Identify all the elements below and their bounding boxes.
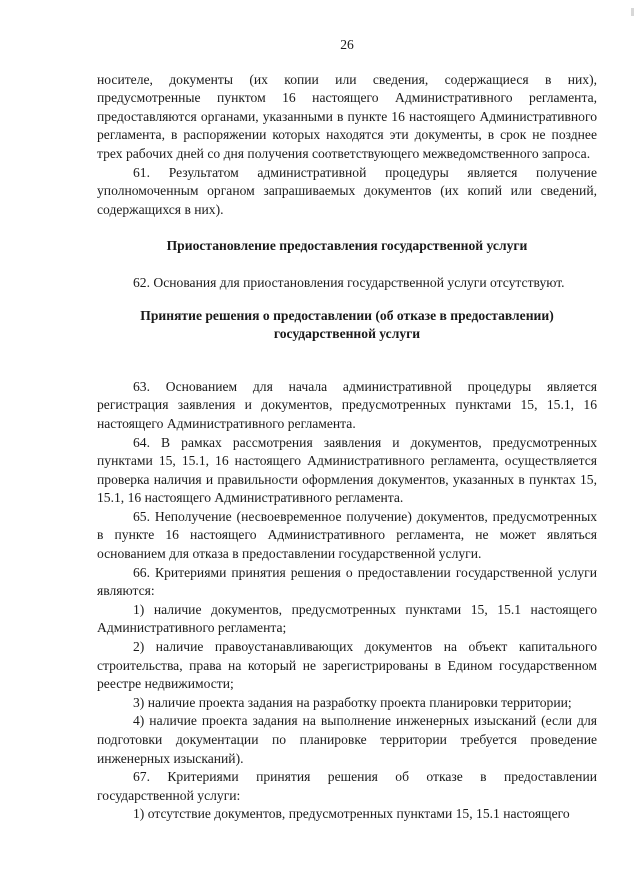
paragraph-66: 66. Критериями принятия решения о предоставлении государственной услуги являются: — [97, 564, 597, 599]
section-heading-decision: Принятие решения о предоставлении (об отказе в предоставлении) государственной услуги — [140, 307, 554, 342]
paragraph-67: 67. Критериями принятия решения об отказе в предоставлении государственной услуги: — [97, 769, 597, 803]
list-item-66-1: 1) наличие документов, предусмотренных пунктами 15, 15.1 настоящего Административного регламента; — [97, 601, 597, 636]
paragraph-63: 63. Основанием для начала административной процедуры является регистрация заявления и документов, предусмотренных пунктами 15, 15.1, 16 настоящего Административного регламента. — [97, 378, 597, 431]
list-item-67-1: 1) отсутствие документов, предусмотренных пунктами 15, 15.1 настоящего — [133, 806, 570, 822]
list-item-66-3: 3) наличие проекта задания на разработку проекта планировки территории; — [133, 694, 572, 710]
list-item-66-2: 2) наличие правоустанавливающих документов на объект капитального строительства, права на который не зарегистрированы в Едином государственном реестре недвижимости; — [97, 639, 597, 692]
page-number: 26 — [340, 37, 354, 52]
paragraph-64: 64. В рамках рассмотрения заявления и документов, предусмотренных пунктами 15, 15.1, 16 настоящего Административного регламента, осуществляется проверка наличия и правильности оформления документов, указанных в пунктах 15, 15.1, 16 настоящего Административного регламента. — [97, 434, 597, 506]
paragraph-60-continuation: носителе, документы (их копии или сведения, содержащиеся в них), предусмотренные пунктом 16 настоящего Административного регламента, предоставляются органами, указанными в пункте 16 настоящего Административного регламента, в распоряжении которых находятся эти документы, в срок не позднее трех рабочих дней со дня получения соответствующего межведомственного запроса. — [97, 71, 597, 161]
paragraph-61: 61. Результатом административной процедуры является получение уполномоченным органом запрашиваемых документов (их копий или сведений, содержащихся в них). — [97, 164, 597, 217]
paragraph-65: 65. Неполучение (несвоевременное получение) документов, предусмотренных в пункте 16 настоящего Административного регламента, не может являться основанием для отказа в предоставлении государственной услуги. — [97, 508, 597, 562]
list-item-66-4: 4) наличие проекта задания на выполнение инженерных изысканий (если для подготовки документации по планировке территории требуется проведение инженерных изысканий). — [97, 713, 597, 766]
paragraph-62: 62. Основания для приостановления государственной услуги отсутствуют. — [133, 274, 565, 290]
section-heading-suspension: Приостановление предоставления государственной услуги — [166, 238, 528, 254]
document-page — [97, 36, 597, 824]
scan-mark — [631, 8, 634, 16]
